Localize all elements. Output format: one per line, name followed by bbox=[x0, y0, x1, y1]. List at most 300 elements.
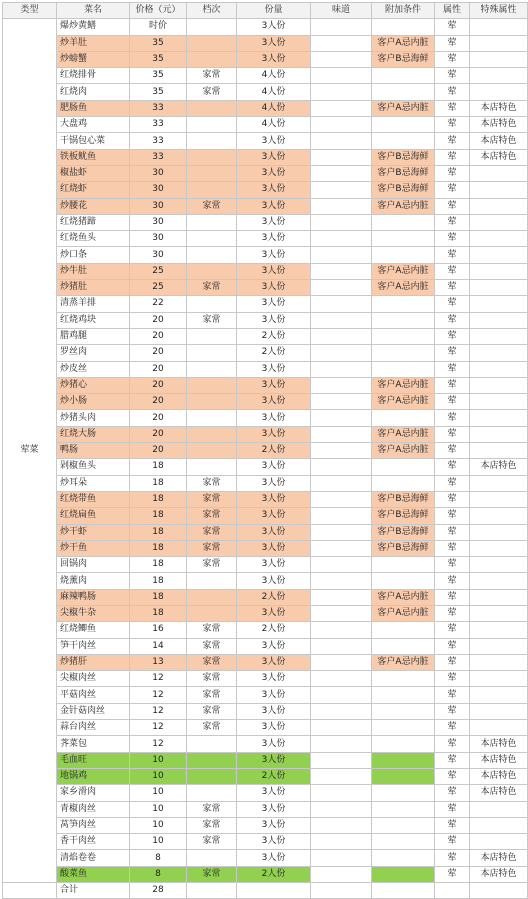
cell-special bbox=[470, 524, 528, 540]
cell-price: 16 bbox=[130, 622, 187, 638]
cell-price: 30 bbox=[130, 198, 187, 214]
cell-cond: 客户A忌内脏 bbox=[372, 443, 435, 459]
cell-taste bbox=[311, 752, 372, 768]
cell-taste bbox=[311, 671, 372, 687]
cell-cond bbox=[372, 671, 435, 687]
table-row bbox=[3, 231, 528, 247]
cell-portion: 3人份 bbox=[237, 280, 311, 296]
table-row bbox=[3, 540, 528, 556]
cell-special: 本店特色 bbox=[470, 133, 528, 149]
cell-grade bbox=[187, 247, 237, 263]
cell-name: 大盘鸡 bbox=[57, 117, 130, 133]
cell-price: 30 bbox=[130, 247, 187, 263]
cell-portion: 3人份 bbox=[237, 687, 311, 703]
cell-attr: 荤 bbox=[435, 540, 470, 556]
cell-attr: 荤 bbox=[435, 687, 470, 703]
cell-taste bbox=[311, 508, 372, 524]
table-row bbox=[3, 443, 528, 459]
cell-portion: 3人份 bbox=[237, 834, 311, 850]
table-row bbox=[3, 557, 528, 573]
cell-name: 炒小肠 bbox=[57, 394, 130, 410]
cell-name: 剁椒鱼头 bbox=[57, 459, 130, 475]
cell-portion: 3人份 bbox=[237, 605, 311, 621]
cell-name: 地锅鸡 bbox=[57, 768, 130, 784]
cell-attr: 荤 bbox=[435, 312, 470, 328]
cell-price: 30 bbox=[130, 182, 187, 198]
cell-name: 炒皮丝 bbox=[57, 361, 130, 377]
cell-grade: 家常 bbox=[187, 654, 237, 670]
cell-price: 18 bbox=[130, 557, 187, 573]
cell-portion: 3人份 bbox=[237, 165, 311, 181]
cell-cond bbox=[372, 410, 435, 426]
cell-cond: 客户A忌内脏 bbox=[372, 35, 435, 51]
cell-portion: 4人份 bbox=[237, 68, 311, 84]
total-value: 28 bbox=[130, 883, 187, 899]
cell-grade: 家常 bbox=[187, 801, 237, 817]
table-row bbox=[3, 687, 528, 703]
table-row bbox=[3, 361, 528, 377]
cell-taste bbox=[311, 312, 372, 328]
table-row bbox=[3, 165, 528, 181]
cell-cond bbox=[372, 68, 435, 84]
cell-special bbox=[470, 687, 528, 703]
cell-portion: 3人份 bbox=[237, 703, 311, 719]
cell-attr: 荤 bbox=[435, 654, 470, 670]
cell-attr: 荤 bbox=[435, 622, 470, 638]
cell-taste bbox=[311, 605, 372, 621]
cell-portion: 3人份 bbox=[237, 491, 311, 507]
cell-taste bbox=[311, 280, 372, 296]
table-row bbox=[3, 394, 528, 410]
cell-portion: 2人份 bbox=[237, 328, 311, 344]
cell-price: 20 bbox=[130, 410, 187, 426]
cell-attr: 荤 bbox=[435, 752, 470, 768]
cell-taste bbox=[311, 426, 372, 442]
cell-cond: 客户B忌海鲜 bbox=[372, 165, 435, 181]
cell-special bbox=[470, 638, 528, 654]
cell-name: 鸭肠 bbox=[57, 443, 130, 459]
cell-grade bbox=[187, 35, 237, 51]
cell-attr: 荤 bbox=[435, 605, 470, 621]
cell-price: 8 bbox=[130, 866, 187, 882]
cell-taste bbox=[311, 296, 372, 312]
cell-price: 18 bbox=[130, 491, 187, 507]
cell-special bbox=[470, 817, 528, 833]
cell-special: 本店特色 bbox=[470, 100, 528, 116]
cell-grade bbox=[187, 296, 237, 312]
cell-grade bbox=[187, 377, 237, 393]
cell-name: 家乡滑肉 bbox=[57, 785, 130, 801]
cell-price: 10 bbox=[130, 817, 187, 833]
table-row bbox=[3, 524, 528, 540]
cell-attr: 荤 bbox=[435, 394, 470, 410]
cell-taste bbox=[311, 19, 372, 35]
cell-special: 本店特色 bbox=[470, 866, 528, 882]
cell-name: 红烧鱼头 bbox=[57, 231, 130, 247]
cell-taste bbox=[311, 117, 372, 133]
cell-attr: 荤 bbox=[435, 589, 470, 605]
cell-name: 爆炒黄鳝 bbox=[57, 19, 130, 35]
cell-cond bbox=[372, 84, 435, 100]
cell-special bbox=[470, 508, 528, 524]
cell-name: 炒猪心 bbox=[57, 377, 130, 393]
header-special: 特殊属性 bbox=[470, 3, 528, 19]
cell-grade bbox=[187, 768, 237, 784]
cell-special bbox=[470, 377, 528, 393]
cell-attr: 荤 bbox=[435, 263, 470, 279]
cell-special bbox=[470, 182, 528, 198]
cell-special bbox=[470, 35, 528, 51]
total-empty-cell bbox=[372, 883, 435, 899]
cell-price: 30 bbox=[130, 214, 187, 230]
total-empty-cell bbox=[470, 883, 528, 899]
cell-taste bbox=[311, 524, 372, 540]
cell-attr: 荤 bbox=[435, 410, 470, 426]
cell-name: 红烧扁鱼 bbox=[57, 508, 130, 524]
cell-portion: 3人份 bbox=[237, 182, 311, 198]
table-row bbox=[3, 654, 528, 670]
cell-price: 25 bbox=[130, 263, 187, 279]
cell-attr: 荤 bbox=[435, 508, 470, 524]
cell-portion: 3人份 bbox=[237, 459, 311, 475]
cell-special bbox=[470, 231, 528, 247]
table-row bbox=[3, 589, 528, 605]
cell-portion: 3人份 bbox=[237, 214, 311, 230]
cell-price: 20 bbox=[130, 328, 187, 344]
cell-portion: 4人份 bbox=[237, 117, 311, 133]
table-row bbox=[3, 801, 528, 817]
total-empty-cell bbox=[311, 883, 372, 899]
cell-cond bbox=[372, 785, 435, 801]
cell-special: 本店特色 bbox=[470, 149, 528, 165]
cell-cond bbox=[372, 850, 435, 866]
cell-portion: 2人份 bbox=[237, 443, 311, 459]
cell-portion: 3人份 bbox=[237, 394, 311, 410]
cell-special: 本店特色 bbox=[470, 736, 528, 752]
header-price: 价格（元） bbox=[130, 3, 187, 19]
cell-price: 22 bbox=[130, 296, 187, 312]
cell-grade bbox=[187, 410, 237, 426]
cell-taste bbox=[311, 345, 372, 361]
cell-taste bbox=[311, 736, 372, 752]
table-row bbox=[3, 491, 528, 507]
cell-price: 33 bbox=[130, 100, 187, 116]
cell-taste bbox=[311, 214, 372, 230]
cell-grade bbox=[187, 459, 237, 475]
cell-special bbox=[470, 19, 528, 35]
cell-special bbox=[470, 703, 528, 719]
cell-cond bbox=[372, 687, 435, 703]
cell-grade: 家常 bbox=[187, 524, 237, 540]
cell-attr: 荤 bbox=[435, 573, 470, 589]
table-row bbox=[3, 345, 528, 361]
table-row bbox=[3, 703, 528, 719]
cell-price: 20 bbox=[130, 426, 187, 442]
cell-grade: 家常 bbox=[187, 84, 237, 100]
cell-taste bbox=[311, 394, 372, 410]
cell-price: 35 bbox=[130, 68, 187, 84]
cell-cond: 客户A忌内脏 bbox=[372, 654, 435, 670]
cell-name: 烧薰肉 bbox=[57, 573, 130, 589]
cell-special bbox=[470, 68, 528, 84]
cell-cond bbox=[372, 328, 435, 344]
cell-price: 18 bbox=[130, 475, 187, 491]
cell-price: 20 bbox=[130, 361, 187, 377]
cell-grade bbox=[187, 573, 237, 589]
cell-price: 18 bbox=[130, 605, 187, 621]
cell-price: 18 bbox=[130, 540, 187, 556]
cell-attr: 荤 bbox=[435, 280, 470, 296]
cell-portion: 3人份 bbox=[237, 508, 311, 524]
cell-name: 麻辣鸭肠 bbox=[57, 589, 130, 605]
header-type: 类型 bbox=[3, 3, 57, 19]
cell-special: 本店特色 bbox=[470, 850, 528, 866]
cell-portion: 3人份 bbox=[237, 540, 311, 556]
table-row bbox=[3, 84, 528, 100]
cell-taste bbox=[311, 638, 372, 654]
header-taste: 味道 bbox=[311, 3, 372, 19]
cell-attr: 荤 bbox=[435, 671, 470, 687]
table-row bbox=[3, 280, 528, 296]
cell-portion: 3人份 bbox=[237, 426, 311, 442]
cell-grade bbox=[187, 263, 237, 279]
cell-cond: 客户A忌内脏 bbox=[372, 426, 435, 442]
cell-special bbox=[470, 296, 528, 312]
cell-cond bbox=[372, 817, 435, 833]
cell-cond bbox=[372, 573, 435, 589]
table-row bbox=[3, 817, 528, 833]
table-row bbox=[3, 866, 528, 882]
cell-cond: 客户B忌海鲜 bbox=[372, 508, 435, 524]
total-empty-cell bbox=[187, 883, 237, 899]
cell-special bbox=[470, 443, 528, 459]
cell-cond bbox=[372, 475, 435, 491]
cell-name: 炒牛肚 bbox=[57, 263, 130, 279]
total-type-cell bbox=[3, 883, 57, 899]
cell-cond bbox=[372, 19, 435, 35]
cell-name: 青椒肉丝 bbox=[57, 801, 130, 817]
cell-name: 红烧鸡块 bbox=[57, 312, 130, 328]
category-cell: 荤菜 bbox=[3, 19, 57, 883]
cell-portion: 3人份 bbox=[237, 817, 311, 833]
cell-portion: 3人份 bbox=[237, 736, 311, 752]
cell-name: 红烧排骨 bbox=[57, 68, 130, 84]
cell-name: 干锅包心菜 bbox=[57, 133, 130, 149]
cell-price: 10 bbox=[130, 768, 187, 784]
cell-attr: 荤 bbox=[435, 785, 470, 801]
cell-price: 33 bbox=[130, 149, 187, 165]
cell-cond: 客户A忌内脏 bbox=[372, 377, 435, 393]
cell-attr: 荤 bbox=[435, 720, 470, 736]
header-portion: 份量 bbox=[237, 3, 311, 19]
cell-attr: 荤 bbox=[435, 361, 470, 377]
cell-grade bbox=[187, 165, 237, 181]
cell-attr: 荤 bbox=[435, 296, 470, 312]
table-row bbox=[3, 622, 528, 638]
cell-special: 本店特色 bbox=[470, 785, 528, 801]
header-grade: 档次 bbox=[187, 3, 237, 19]
cell-cond bbox=[372, 345, 435, 361]
cell-taste bbox=[311, 263, 372, 279]
cell-cond: 客户A忌内脏 bbox=[372, 605, 435, 621]
cell-portion: 3人份 bbox=[237, 35, 311, 51]
cell-price: 20 bbox=[130, 345, 187, 361]
cell-price: 12 bbox=[130, 671, 187, 687]
cell-cond: 客户B忌海鲜 bbox=[372, 149, 435, 165]
cell-grade: 家常 bbox=[187, 866, 237, 882]
cell-portion: 3人份 bbox=[237, 752, 311, 768]
cell-attr: 荤 bbox=[435, 866, 470, 882]
cell-grade bbox=[187, 605, 237, 621]
cell-price: 20 bbox=[130, 394, 187, 410]
table-row bbox=[3, 149, 528, 165]
cell-attr: 荤 bbox=[435, 817, 470, 833]
cell-taste bbox=[311, 328, 372, 344]
table-row bbox=[3, 247, 528, 263]
cell-name: 椒盐虾 bbox=[57, 165, 130, 181]
cell-grade: 家常 bbox=[187, 540, 237, 556]
cell-portion: 3人份 bbox=[237, 231, 311, 247]
header-name: 菜名 bbox=[57, 3, 130, 19]
cell-taste bbox=[311, 850, 372, 866]
cell-special: 本店特色 bbox=[470, 117, 528, 133]
cell-taste bbox=[311, 361, 372, 377]
cell-taste bbox=[311, 165, 372, 181]
cell-special bbox=[470, 834, 528, 850]
cell-cond bbox=[372, 622, 435, 638]
cell-name: 酸菜鱼 bbox=[57, 866, 130, 882]
cell-price: 18 bbox=[130, 573, 187, 589]
cell-grade: 家常 bbox=[187, 834, 237, 850]
cell-portion: 3人份 bbox=[237, 263, 311, 279]
cell-attr: 荤 bbox=[435, 231, 470, 247]
cell-special bbox=[470, 165, 528, 181]
cell-portion: 3人份 bbox=[237, 247, 311, 263]
cell-special bbox=[470, 280, 528, 296]
table-row bbox=[3, 573, 528, 589]
cell-name: 炒猪肝 bbox=[57, 654, 130, 670]
cell-name: 铁板鱿鱼 bbox=[57, 149, 130, 165]
cell-name: 香干肉丝 bbox=[57, 834, 130, 850]
cell-cond bbox=[372, 557, 435, 573]
cell-cond bbox=[372, 231, 435, 247]
cell-grade: 家常 bbox=[187, 622, 237, 638]
cell-cond bbox=[372, 459, 435, 475]
table-row bbox=[3, 768, 528, 784]
cell-attr: 荤 bbox=[435, 149, 470, 165]
cell-portion: 3人份 bbox=[237, 654, 311, 670]
cell-special bbox=[470, 214, 528, 230]
cell-price: 10 bbox=[130, 752, 187, 768]
cell-grade: 家常 bbox=[187, 671, 237, 687]
cell-portion: 3人份 bbox=[237, 850, 311, 866]
cell-price: 35 bbox=[130, 35, 187, 51]
cell-cond bbox=[372, 638, 435, 654]
cell-taste bbox=[311, 557, 372, 573]
cell-name: 炒干鱼 bbox=[57, 540, 130, 556]
header-condition: 附加条件 bbox=[372, 3, 435, 19]
table-row bbox=[3, 638, 528, 654]
cell-price: 33 bbox=[130, 133, 187, 149]
cell-cond bbox=[372, 736, 435, 752]
cell-name: 红烧虾 bbox=[57, 182, 130, 198]
cell-attr: 荤 bbox=[435, 100, 470, 116]
cell-grade: 家常 bbox=[187, 68, 237, 84]
cell-taste bbox=[311, 573, 372, 589]
cell-grade bbox=[187, 394, 237, 410]
cell-portion: 3人份 bbox=[237, 377, 311, 393]
cell-price: 10 bbox=[130, 834, 187, 850]
cell-taste bbox=[311, 475, 372, 491]
cell-taste bbox=[311, 687, 372, 703]
cell-cond bbox=[372, 214, 435, 230]
cell-cond bbox=[372, 247, 435, 263]
cell-attr: 荤 bbox=[435, 443, 470, 459]
cell-attr: 荤 bbox=[435, 182, 470, 198]
cell-special bbox=[470, 410, 528, 426]
cell-price: 12 bbox=[130, 736, 187, 752]
cell-name: 毛血旺 bbox=[57, 752, 130, 768]
cell-special bbox=[470, 605, 528, 621]
cell-portion: 3人份 bbox=[237, 296, 311, 312]
cell-attr: 荤 bbox=[435, 459, 470, 475]
cell-name: 红烧肉 bbox=[57, 84, 130, 100]
cell-special bbox=[470, 394, 528, 410]
cell-price: 20 bbox=[130, 377, 187, 393]
cell-taste bbox=[311, 703, 372, 719]
cell-attr: 荤 bbox=[435, 524, 470, 540]
cell-price: 20 bbox=[130, 312, 187, 328]
cell-taste bbox=[311, 785, 372, 801]
cell-grade bbox=[187, 850, 237, 866]
cell-special bbox=[470, 622, 528, 638]
cell-portion: 3人份 bbox=[237, 801, 311, 817]
cell-taste bbox=[311, 133, 372, 149]
cell-special: 本店特色 bbox=[470, 768, 528, 784]
cell-name: 腊鸡腿 bbox=[57, 328, 130, 344]
cell-cond bbox=[372, 361, 435, 377]
cell-name: 炒猪头肉 bbox=[57, 410, 130, 426]
cell-grade bbox=[187, 100, 237, 116]
cell-attr: 荤 bbox=[435, 736, 470, 752]
cell-taste bbox=[311, 149, 372, 165]
cell-grade: 家常 bbox=[187, 557, 237, 573]
cell-grade: 家常 bbox=[187, 198, 237, 214]
cell-attr: 荤 bbox=[435, 703, 470, 719]
cell-attr: 荤 bbox=[435, 19, 470, 35]
table-row bbox=[3, 785, 528, 801]
cell-taste bbox=[311, 443, 372, 459]
cell-portion: 3人份 bbox=[237, 573, 311, 589]
cell-special: 本店特色 bbox=[470, 752, 528, 768]
cell-grade bbox=[187, 736, 237, 752]
cell-special bbox=[470, 491, 528, 507]
cell-name: 金针菇肉丝 bbox=[57, 703, 130, 719]
cell-cond bbox=[372, 866, 435, 882]
cell-grade: 家常 bbox=[187, 638, 237, 654]
cell-name: 蒜台肉丝 bbox=[57, 720, 130, 736]
cell-portion: 3人份 bbox=[237, 557, 311, 573]
cell-grade: 家常 bbox=[187, 687, 237, 703]
cell-taste bbox=[311, 866, 372, 882]
cell-special bbox=[470, 198, 528, 214]
cell-grade: 家常 bbox=[187, 475, 237, 491]
cell-name: 尖椒牛杂 bbox=[57, 605, 130, 621]
cell-portion: 2人份 bbox=[237, 866, 311, 882]
table-row bbox=[3, 19, 528, 35]
table-row bbox=[3, 117, 528, 133]
cell-price: 18 bbox=[130, 524, 187, 540]
